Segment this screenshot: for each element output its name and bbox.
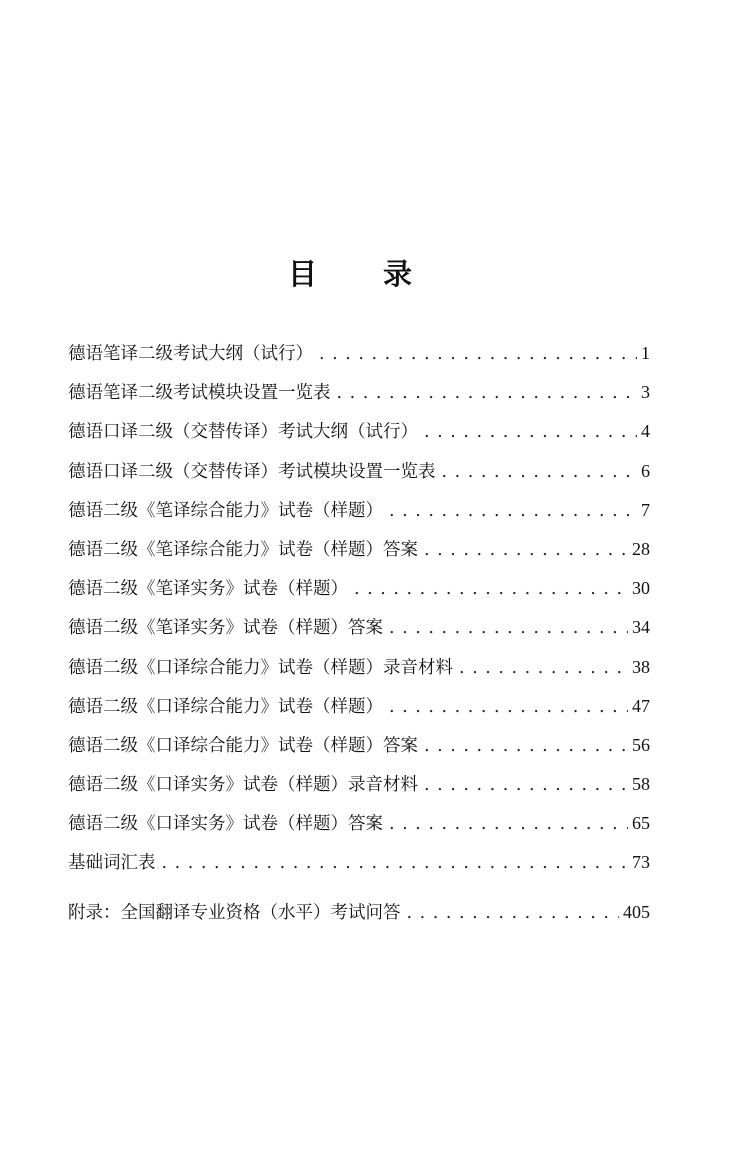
toc-leader-dots xyxy=(424,766,628,805)
toc-entry[interactable] xyxy=(68,687,650,726)
toc-entry-page: 38 xyxy=(632,656,650,677)
toc-entry-label: 德语二级《口译实务》试卷（样题）录音材料 xyxy=(68,775,418,796)
toc-entry-page: 58 xyxy=(632,774,650,795)
toc-leader-dots xyxy=(389,609,628,648)
toc-entry[interactable] xyxy=(68,648,650,687)
toc-entry-page: 7 xyxy=(641,499,650,520)
toc-entry[interactable] xyxy=(68,452,650,491)
toc-entry-page: 6 xyxy=(641,460,650,481)
toc-entry[interactable] xyxy=(68,491,650,530)
toc-entry-label: 德语二级《口译综合能力》试卷（样题） xyxy=(68,696,383,717)
toc-entry[interactable] xyxy=(68,608,650,647)
toc-entry-appendix[interactable] xyxy=(68,893,650,932)
toc-entry-page: 4 xyxy=(641,421,650,442)
toc-entry-page: 73 xyxy=(632,852,650,873)
toc-entry-page: 1 xyxy=(641,343,650,363)
toc-entry-label: 基础词汇表 xyxy=(68,853,156,874)
toc-list xyxy=(68,334,650,883)
toc-entry-label: 德语二级《笔译实务》试卷（样题） xyxy=(68,579,348,600)
toc-entry-label: 德语二级《口译实务》试卷（样题）答案 xyxy=(68,814,383,835)
toc-entry[interactable] xyxy=(68,530,650,569)
toc-leader-dots xyxy=(162,844,629,883)
toc-leader-dots xyxy=(319,335,637,374)
toc-leader-dots xyxy=(354,570,628,609)
toc-entry[interactable] xyxy=(68,804,650,843)
toc-leader-dots xyxy=(337,374,638,413)
toc-entry[interactable] xyxy=(68,373,650,412)
toc-entry-page: 47 xyxy=(632,695,650,716)
toc-entry-label: 德语二级《笔译综合能力》试卷（样题）答案 xyxy=(68,539,418,560)
toc-entry-page: 3 xyxy=(641,382,650,403)
toc-entry-label: 附录：全国翻译专业资格（水平）考试问答 xyxy=(68,903,401,923)
toc-leader-dots xyxy=(407,894,620,933)
toc-entry-page: 56 xyxy=(632,734,650,755)
toc-entry-label: 德语口译二级（交替传译）考试大纲（试行） xyxy=(68,422,418,443)
toc-leader-dots xyxy=(389,492,637,531)
toc-entry[interactable] xyxy=(68,334,650,373)
toc-entry-label: 德语笔译二级考试模块设置一览表 xyxy=(68,383,331,404)
toc-entry[interactable] xyxy=(68,569,650,608)
toc-entry-page: 28 xyxy=(632,538,650,559)
toc-leader-dots xyxy=(389,805,628,844)
toc-entry-label: 德语口译二级（交替传译）考试模块设置一览表 xyxy=(68,461,436,482)
toc-entry-label: 德语二级《笔译实务》试卷（样题）答案 xyxy=(68,618,383,639)
toc-leader-dots xyxy=(424,727,628,766)
toc-entry-page: 34 xyxy=(632,617,650,638)
toc-entry[interactable] xyxy=(68,726,650,765)
toc-leader-dots xyxy=(424,531,628,570)
toc-entry-label: 德语二级《笔译综合能力》试卷（样题） xyxy=(68,500,383,521)
toc-entry-page: 65 xyxy=(632,813,650,834)
toc-leader-dots xyxy=(442,453,638,492)
toc-entry[interactable] xyxy=(68,412,650,451)
toc-leader-dots xyxy=(389,688,628,727)
toc-entry-label: 德语二级《口译综合能力》试卷（样题）录音材料 xyxy=(68,657,453,678)
toc-entry-label: 德语笔译二级考试大纲（试行） xyxy=(68,344,313,364)
toc-entry[interactable] xyxy=(68,843,650,882)
toc-entry-label: 德语二级《口译综合能力》试卷（样题）答案 xyxy=(68,735,418,756)
toc-entry-page: 405 xyxy=(623,902,650,922)
toc-leader-dots xyxy=(424,413,637,452)
toc-title: 目 录 xyxy=(287,257,441,291)
toc-appendix xyxy=(68,893,650,932)
toc-leader-dots xyxy=(459,649,628,688)
toc-entry[interactable] xyxy=(68,765,650,804)
toc-entry-page: 30 xyxy=(632,578,650,599)
